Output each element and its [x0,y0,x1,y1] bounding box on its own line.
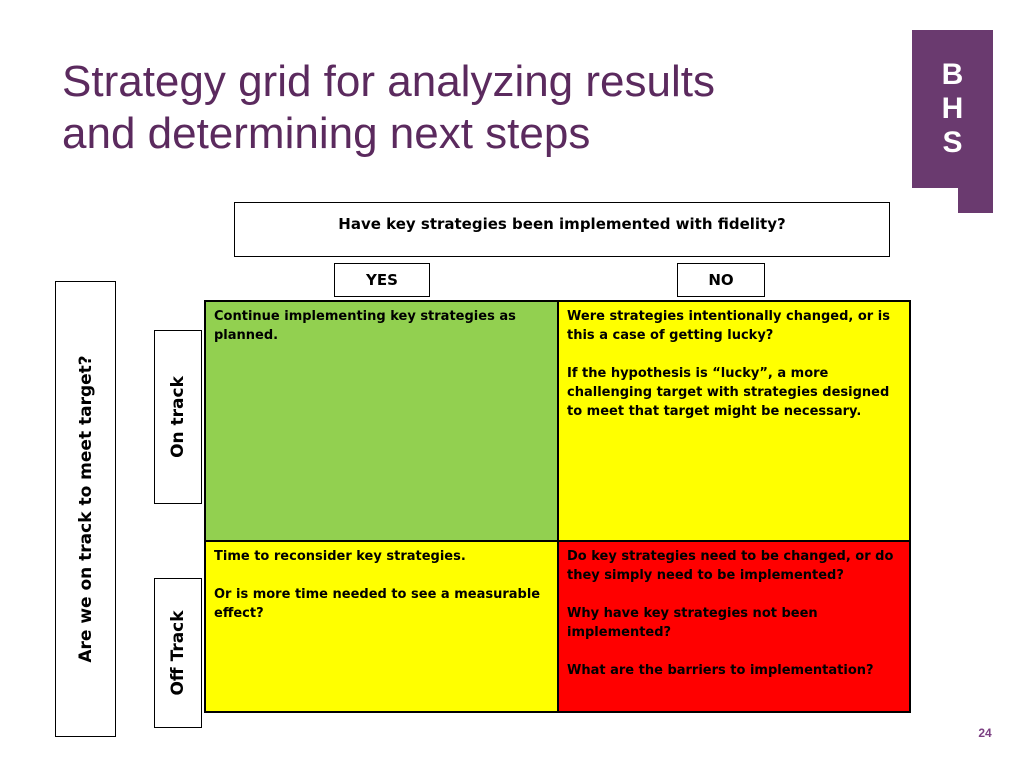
no-column-header [677,263,765,297]
off-track-label: Off Track [168,610,188,696]
slide-title-line-1: Strategy grid for analyzing results [62,57,715,106]
cell-off-track-no [558,541,910,712]
cell-text: Or is more time needed to see a measurable effect? [214,587,541,621]
strategy-grid [204,300,911,713]
cell-text: If the hypothesis is “lucky”, a more challenging target with strategies designed to meet that target might be necessary. [567,366,890,419]
cell-off-track-yes [205,541,558,712]
cell-text: Time to reconsider key strategies. [214,549,466,564]
logo-letter-2: H [941,92,964,125]
on-track-question-text: Are we on track to meet target? [75,355,96,663]
cell-text: What are the barriers to implementation? [567,663,874,678]
cell-text: Were strategies intentionally changed, or is this a case of getting lucky? [567,309,890,343]
yes-label: YES [366,271,398,289]
slide-title-line-2: and determining next steps [62,109,591,158]
on-track-label: On track [168,376,188,458]
fidelity-question-text: Have key strategies been implemented with fidelity? [338,215,786,233]
on-track-row-header [154,330,202,504]
on-track-question-box [55,281,116,737]
off-track-row-header [154,578,202,728]
cell-on-track-yes [205,301,558,541]
cell-text: Why have key strategies not been implemented? [567,606,818,640]
logo-letter-3: S [942,126,963,159]
logo-letter-1: B [941,58,964,91]
slide-title [62,56,882,160]
cell-text: Do key strategies need to be changed, or do they simply need to be implemented? [567,549,894,583]
page-number: 24 [978,726,992,740]
no-label: NO [708,271,734,289]
cell-on-track-no [558,301,910,541]
yes-column-header [334,263,430,297]
cell-text: Continue implementing key strategies as planned. [214,309,516,343]
bhs-logo [912,30,993,188]
fidelity-question-box [234,202,890,257]
